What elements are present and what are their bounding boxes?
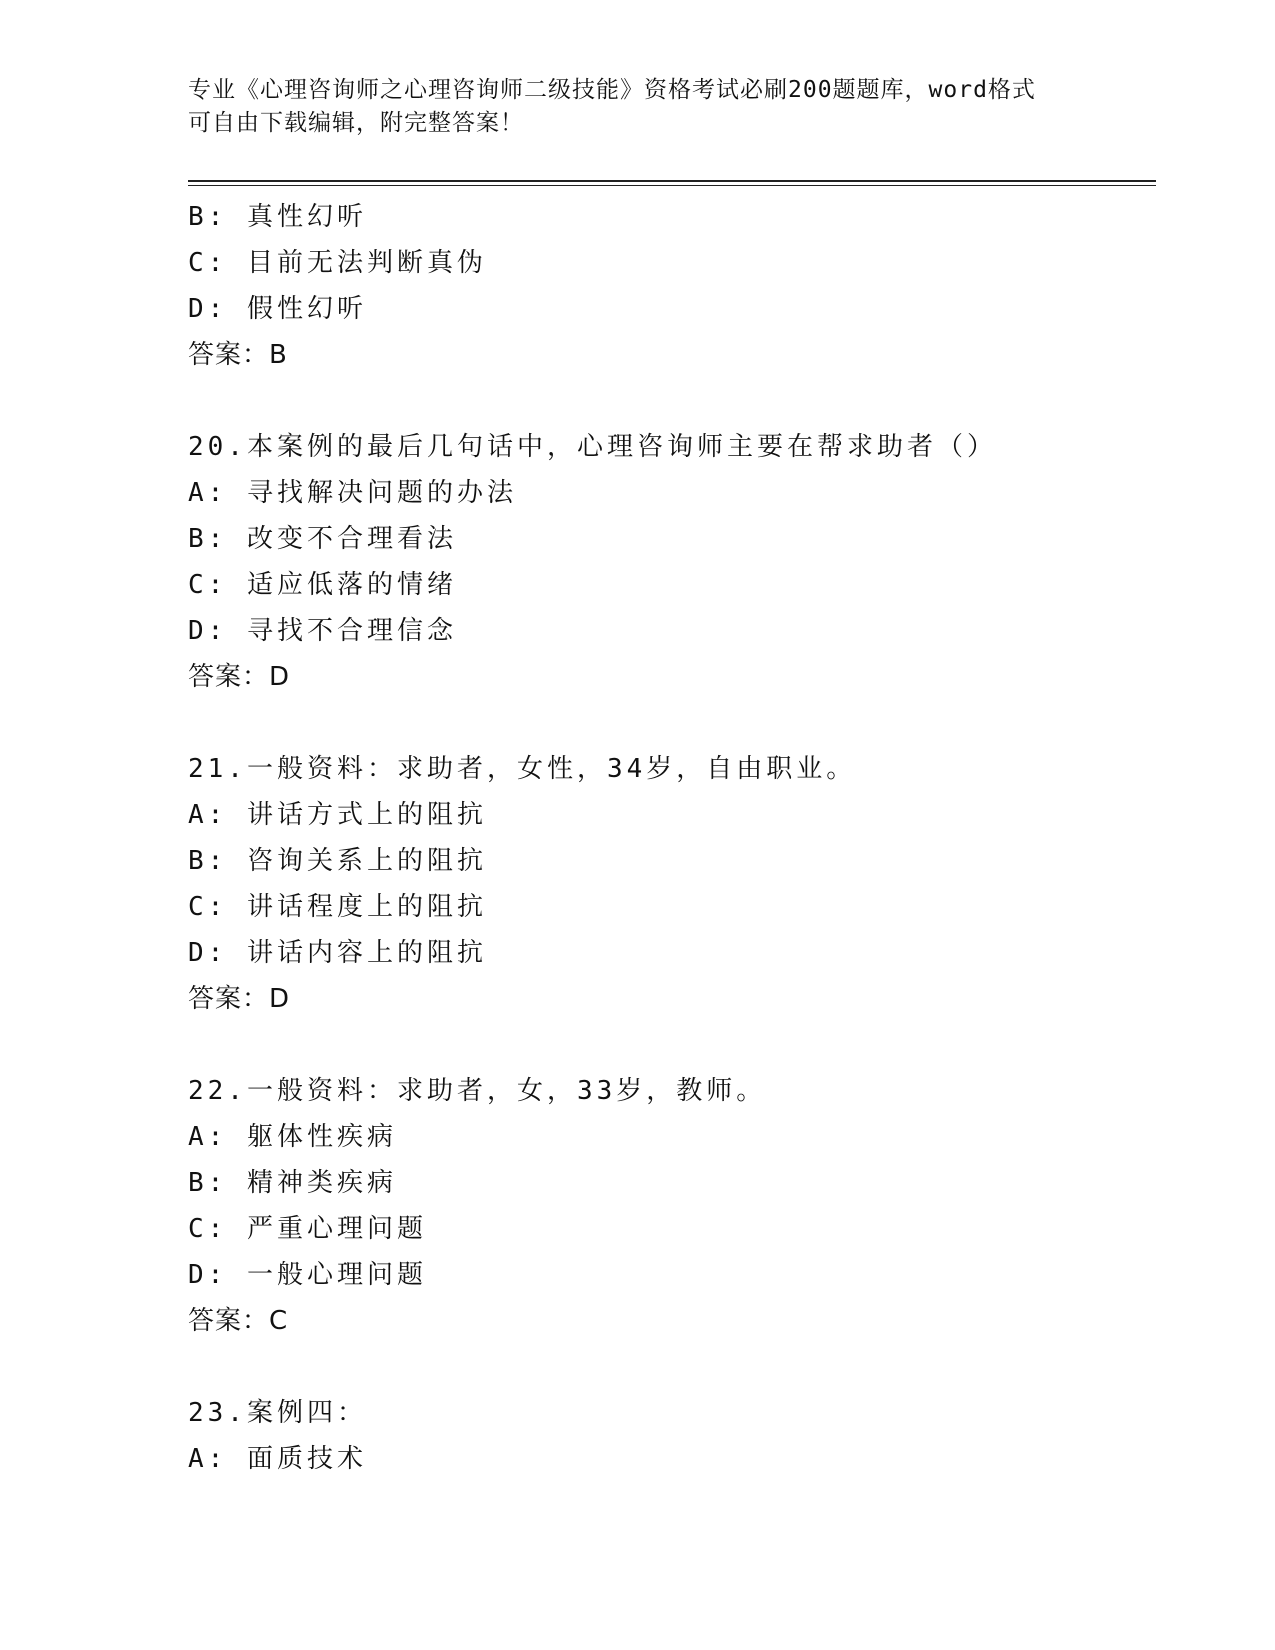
option-b: B: 改变不合理看法: [188, 524, 457, 554]
option-b: B: 真性幻听: [188, 202, 367, 232]
option-d: D: 一般心理问题: [188, 1260, 427, 1290]
option-a: A: 讲话方式上的阻抗: [188, 800, 487, 830]
header-divider-top: [188, 180, 1156, 182]
question-19-tail: [188, 194, 1148, 378]
header-line-1: 专业《心理咨询师之心理咨询师二级技能》资格考试必刷200题题库，word格式: [188, 77, 1036, 103]
answer: 答案：C: [188, 1306, 289, 1336]
question-23: [188, 1390, 1148, 1482]
option-a: A: 寻找解决问题的办法: [188, 478, 517, 508]
question-22: [188, 1068, 1148, 1344]
option-d: D: 寻找不合理信念: [188, 616, 457, 646]
option-b: B: 精神类疾病: [188, 1168, 397, 1198]
option-b: B: 咨询关系上的阻抗: [188, 846, 487, 876]
answer: 答案：B: [188, 340, 288, 370]
option-a: A: 面质技术: [188, 1444, 367, 1474]
option-c: C: 目前无法判断真伪: [188, 248, 487, 278]
option-c: C: 严重心理问题: [188, 1214, 427, 1244]
question-list: [188, 194, 1148, 1482]
document-header: [188, 74, 1088, 140]
question-stem: 23.案例四：: [188, 1398, 367, 1428]
option-d: D: 假性幻听: [188, 294, 367, 324]
option-d: D: 讲话内容上的阻抗: [188, 938, 487, 968]
answer: 答案：D: [188, 662, 291, 692]
option-c: C: 适应低落的情绪: [188, 570, 457, 600]
question-20: [188, 424, 1148, 700]
header-divider-bottom: [188, 185, 1156, 186]
question-21: [188, 746, 1148, 1022]
question-stem: 20.本案例的最后几句话中，心理咨询师主要在帮求助者（）: [188, 432, 997, 462]
question-stem: 22.一般资料：求助者，女，33岁，教师。: [188, 1076, 767, 1106]
question-stem: 21.一般资料：求助者，女性，34岁，自由职业。: [188, 754, 857, 784]
option-c: C: 讲话程度上的阻抗: [188, 892, 487, 922]
option-a: A: 躯体性疾病: [188, 1122, 397, 1152]
header-line-2: 可自由下载编辑，附完整答案！: [188, 110, 524, 136]
answer: 答案：D: [188, 984, 291, 1014]
